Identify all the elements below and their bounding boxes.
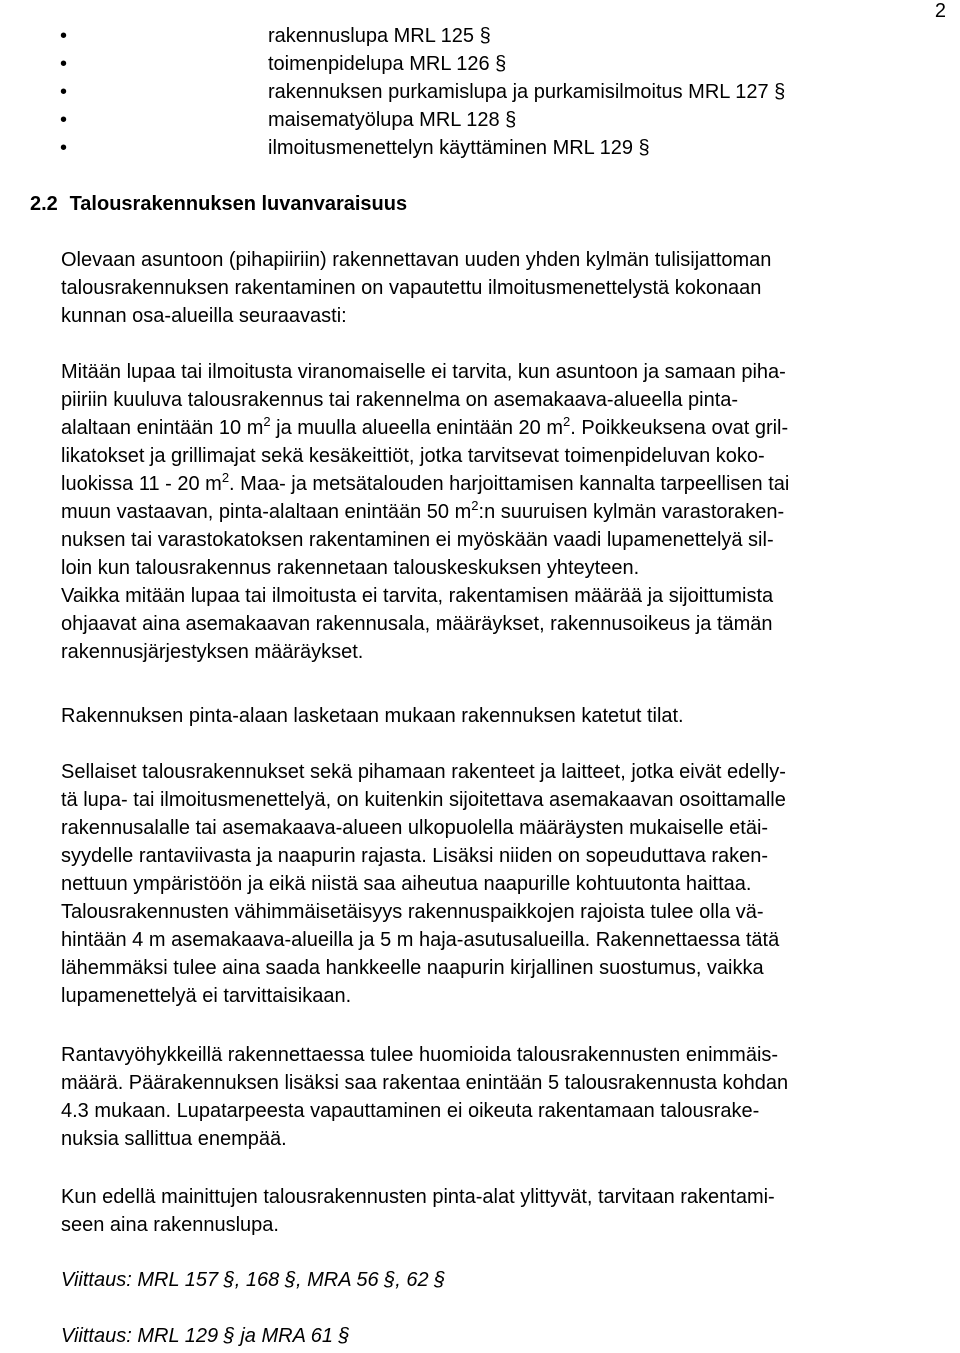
text-fragment: . Maa- ja metsätalouden harjoittamisen kannalta tarpeellisen tai: [229, 473, 790, 495]
page-number: 2: [934, 0, 946, 22]
section-title: Talousrakennuksen luvanvaraisuus: [69, 193, 408, 215]
list-item-text: toimenpidelupa MRL 126 §: [268, 53, 507, 75]
superscript: 2: [471, 498, 479, 513]
building-permit-paragraph: [61, 1183, 941, 1239]
paragraph-line: Rantavyöhykkeillä rakennettaessa tulee huomioida talousrakennusten enimmäis-: [61, 1044, 779, 1066]
paragraph-line: talousrakennuksen rakentaminen on vapautettu ilmoitusmenettelystä kokonaan: [61, 277, 762, 299]
paragraph-line: seen aina rakennuslupa.: [61, 1214, 279, 1236]
paragraph-line: [61, 470, 941, 498]
paragraph-line: kunnan osa-alueilla seuraavasti:: [61, 305, 347, 327]
paragraph-line: Kun edellä mainittujen talousrakennusten pinta-alat ylittyvät, tarvitaan rakentami-: [61, 1186, 775, 1208]
text-fragment: luokissa 11 - 20 m: [61, 473, 222, 495]
superscript: 2: [263, 414, 271, 429]
paragraph-line: Rakennuksen pinta-alaan lasketaan mukaan rakennuksen katetut tilat.: [61, 705, 684, 727]
list-item-text: rakennuslupa MRL 125 §: [268, 25, 491, 47]
reference-line: Viittaus: MRL 157 §, 168 §, MRA 56 §, 62 §: [61, 1269, 446, 1291]
paragraph-line: syydelle rantaviivasta ja naapurin rajasta. Lisäksi niiden on sopeuduttava raken-: [61, 845, 769, 867]
paragraph-line: nuksia sallittua enempää.: [61, 1128, 287, 1150]
paragraph-line: lähemmäksi tulee aina saada hankkeelle naapurin kirjallinen suostumus, vaikka: [61, 957, 764, 979]
text-fragment: alaltaan enintään 10 m: [61, 417, 264, 439]
bullet-icon: •: [60, 25, 68, 47]
paragraph-line: nettuun ympäristöön ja eikä niistä saa aiheutua naapurille kohtuutonta haittaa.: [61, 873, 752, 895]
paragraph-line: määrä. Päärakennuksen lisäksi saa rakentaa enintään 5 talousrakennusta kohdan: [61, 1072, 789, 1094]
paragraph-line: rakennusalalle tai asemakaava-alueen ulkopuolella määräysten mukaiselle etäi-: [61, 817, 769, 839]
paragraph-line: likatokset ja grillimajat sekä kesäkeittiöt, jotka tarvitsevat toimenpideluvan koko-: [61, 445, 765, 467]
list-item-text: ilmoitusmenettelyn käyttäminen MRL 129 §: [268, 137, 650, 159]
superscript: 2: [563, 414, 571, 429]
paragraph-line: Talousrakennusten vähimmäisetäisyys rakennuspaikkojen rajoista tulee olla vä-: [61, 901, 764, 923]
section-number: 2.2: [30, 193, 58, 215]
text-fragment: ja muulla alueella enintään 20 m: [270, 417, 564, 439]
paragraph-line: nuksen tai varastokatoksen rakentaminen ei myöskään vaadi lupamenettelyä sil-: [61, 529, 774, 551]
paragraph-line: Mitään lupaa tai ilmoitusta viranomaiselle ei tarvita, kun asuntoon ja samaan piha-: [61, 361, 786, 383]
paragraph-line: 4.3 mukaan. Lupatarpeesta vapauttaminen ei oikeuta rakentamaan talousrake-: [61, 1100, 760, 1122]
superscript: 2: [221, 470, 230, 485]
paragraph-line: Sellaiset talousrakennukset sekä pihamaan rakenteet ja laitteet, jotka eivät edelly-: [61, 761, 786, 783]
bullet-icon: •: [60, 81, 68, 103]
paragraph-line: Vaikka mitään lupaa tai ilmoitusta ei tarvita, rakentamisen määrää ja sijoittumista: [61, 585, 774, 607]
shoreline-paragraph: [61, 1041, 941, 1153]
section-heading: [30, 190, 407, 218]
reference-note: [61, 1322, 941, 1350]
paragraph-line: loin kun talousrakennus rakennetaan talouskeskuksen yhteyteen.: [61, 557, 640, 579]
paragraph-line: [61, 498, 941, 526]
text-fragment: muun vastaavan, pinta-alaltaan enintään 50 m: [61, 501, 472, 523]
list-item-text: maisematyölupa MRL 128 §: [268, 109, 517, 131]
paragraph-line: [61, 414, 941, 442]
exemption-paragraph: [61, 358, 941, 666]
paragraph-line: tä lupa- tai ilmoitusmenettelyä, on kuitenkin sijoitettava asemakaavan osoittamalle: [61, 789, 786, 811]
paragraph-line: piiriin kuuluva talousrakennus tai rakennelma on asemakaava-alueella pinta-: [61, 389, 739, 411]
paragraph-line: Olevaan asuntoon (pihapiiriin) rakennettavan uuden yhden kylmän tulisijattoman: [61, 249, 772, 271]
placement-paragraph: [61, 758, 941, 1010]
reference-line: Viittaus: MRL 129 § ja MRA 61 §: [61, 1325, 350, 1347]
area-paragraph: [61, 702, 941, 730]
paragraph-line: lupamenettelyä ei tarvittaisikaan.: [61, 985, 352, 1007]
paragraph-line: hintään 4 m asemakaava-alueilla ja 5 m haja-asutusalueilla. Rakennettaessa tätä: [61, 929, 780, 951]
bullet-icon: •: [60, 109, 68, 131]
reference-note: [61, 1266, 941, 1294]
paragraph-line: ohjaavat aina asemakaavan rakennusala, määräykset, rakennusoikeus ja tämän: [61, 613, 773, 635]
text-fragment: :n suuruisen kylmän varastoraken-: [478, 501, 785, 523]
paragraph-line: rakennusjärjestyksen määräykset.: [61, 641, 364, 663]
bullet-icon: •: [60, 53, 68, 75]
intro-paragraph: [61, 246, 941, 330]
list-item-text: rakennuksen purkamislupa ja purkamisilmoitus MRL 127 §: [268, 81, 786, 103]
bullet-icon: •: [60, 137, 68, 159]
text-fragment: . Poikkeuksena ovat gril-: [570, 417, 789, 439]
